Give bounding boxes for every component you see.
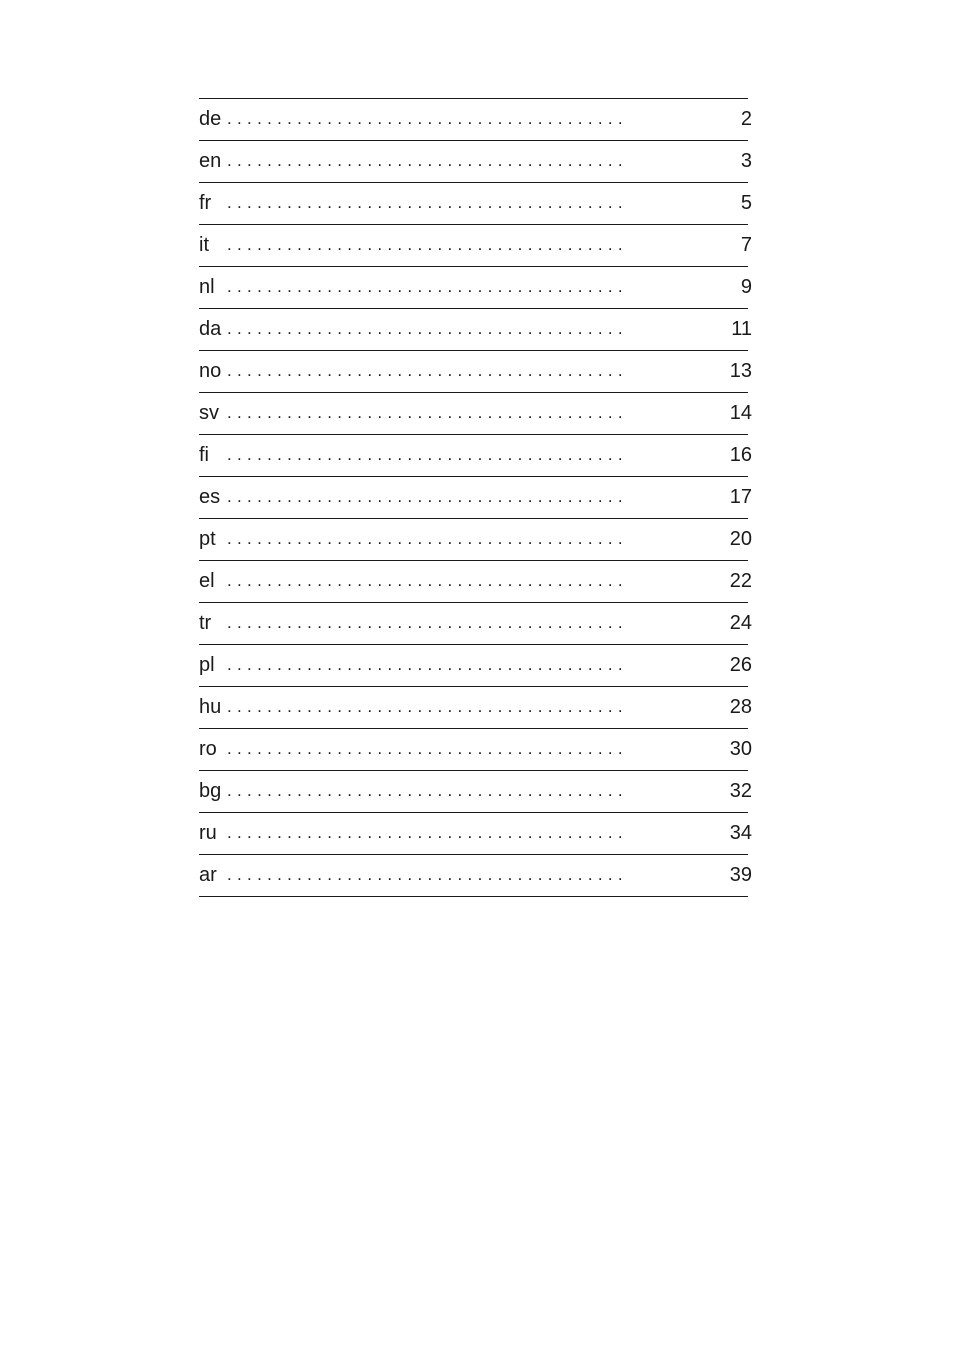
toc-row-el[interactable]	[199, 561, 752, 603]
toc-leader-dots: ........................................	[227, 781, 628, 800]
toc-language-code: ar	[199, 864, 217, 886]
toc-leader-dots: ........................................	[227, 151, 628, 170]
toc-page-number: 30	[729, 738, 752, 760]
table-of-contents	[199, 98, 752, 897]
toc-page-number: 3	[740, 150, 752, 172]
toc-leader-dots: ........................................	[227, 277, 628, 296]
toc-language-code: pl	[199, 654, 215, 676]
toc-leader-dots: ........................................	[227, 403, 628, 422]
toc-leader-dots: ........................................	[227, 193, 628, 212]
toc-leader-dots: ........................................	[227, 823, 628, 842]
toc-page-number: 28	[729, 696, 752, 718]
toc-language-code: hu	[199, 696, 222, 718]
toc-row-fr[interactable]	[199, 183, 752, 225]
toc-row-ru[interactable]	[199, 813, 752, 855]
toc-page-number: 9	[740, 276, 752, 298]
toc-row-it[interactable]	[199, 225, 752, 267]
toc-row-es[interactable]	[199, 477, 752, 519]
toc-language-code: ru	[199, 822, 217, 844]
toc-row-nl[interactable]	[199, 267, 752, 309]
toc-row-en[interactable]	[199, 141, 752, 183]
toc-row-da[interactable]	[199, 309, 752, 351]
toc-page-number: 20	[729, 528, 752, 550]
toc-leader-dots: ........................................	[227, 109, 628, 128]
toc-leader-dots: ........................................	[227, 361, 628, 380]
toc-language-code: de	[199, 108, 222, 130]
toc-page-number: 39	[729, 864, 752, 886]
toc-language-code: it	[199, 234, 209, 256]
toc-page-number: 22	[729, 570, 752, 592]
toc-row-bg[interactable]	[199, 771, 752, 813]
toc-language-code: pt	[199, 528, 216, 550]
toc-row-hu[interactable]	[199, 687, 752, 729]
toc-language-code: el	[199, 570, 215, 592]
toc-page-number: 14	[729, 402, 752, 424]
toc-language-code: en	[199, 150, 222, 172]
toc-page-number: 26	[729, 654, 752, 676]
toc-row-no[interactable]	[199, 351, 752, 393]
toc-language-code: no	[199, 360, 222, 382]
toc-row-fi[interactable]	[199, 435, 752, 477]
toc-language-code: ro	[199, 738, 217, 760]
toc-row-ar[interactable]	[199, 855, 752, 897]
toc-leader-dots: ........................................	[227, 235, 628, 254]
toc-language-code: nl	[199, 276, 215, 298]
toc-leader-dots: ........................................	[227, 865, 628, 884]
toc-page-number: 34	[729, 822, 752, 844]
toc-row-sv[interactable]	[199, 393, 752, 435]
toc-leader-dots: ........................................	[227, 739, 628, 758]
toc-leader-dots: ........................................	[227, 613, 628, 632]
toc-leader-dots: ........................................	[227, 655, 628, 674]
toc-page-number: 5	[740, 192, 752, 214]
toc-row-tr[interactable]	[199, 603, 752, 645]
toc-row-pl[interactable]	[199, 645, 752, 687]
toc-row-de[interactable]	[199, 99, 752, 141]
toc-page-number: 17	[729, 486, 752, 508]
toc-page-number: 2	[740, 108, 752, 130]
toc-language-code: da	[199, 318, 222, 340]
toc-leader-dots: ........................................	[227, 571, 628, 590]
toc-language-code: tr	[199, 612, 212, 634]
toc-leader-dots: ........................................	[227, 529, 628, 548]
toc-leader-dots: ........................................	[227, 319, 628, 338]
toc-page-number: 32	[729, 780, 752, 802]
toc-language-code: es	[199, 486, 221, 508]
toc-page-number: 13	[729, 360, 752, 382]
toc-leader-dots: ........................................	[227, 487, 628, 506]
toc-leader-dots: ........................................	[227, 445, 628, 464]
toc-language-code: fi	[199, 444, 209, 466]
toc-language-code: bg	[199, 780, 222, 802]
toc-row-ro[interactable]	[199, 729, 752, 771]
toc-page-number: 7	[740, 234, 752, 256]
toc-language-code: fr	[199, 192, 212, 214]
toc-language-code: sv	[199, 402, 219, 424]
toc-leader-dots: ........................................	[227, 697, 628, 716]
toc-page-number: 24	[729, 612, 752, 634]
toc-page-number: 11	[731, 318, 752, 340]
toc-page-number: 16	[729, 444, 752, 466]
toc-row-pt[interactable]	[199, 519, 752, 561]
